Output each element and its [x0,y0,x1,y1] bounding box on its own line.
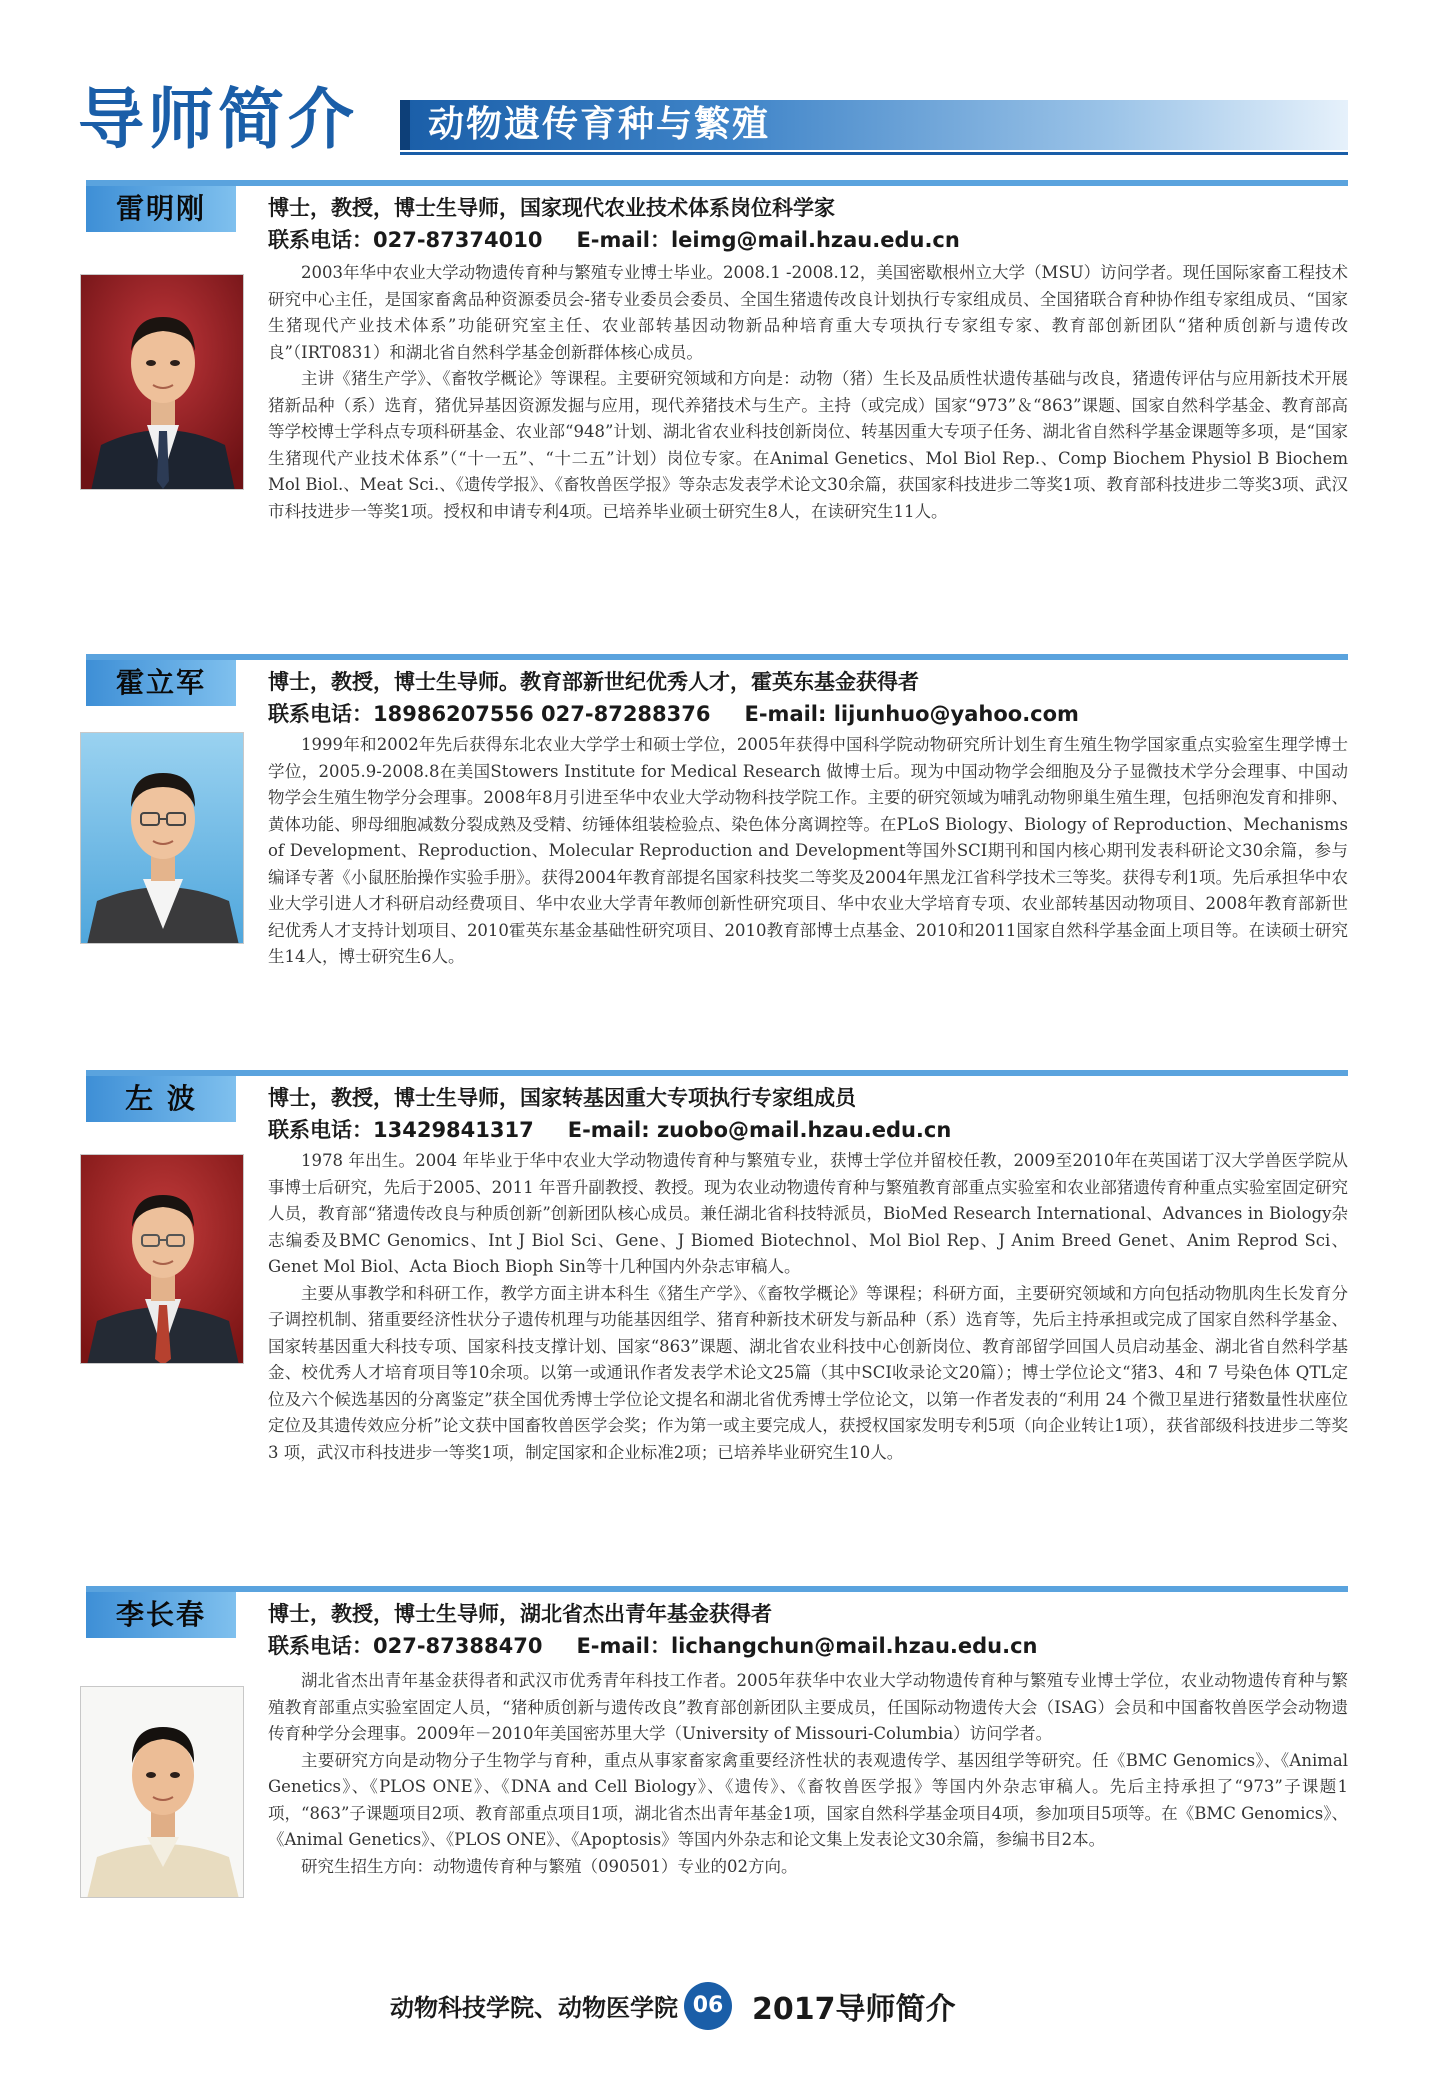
profile-title: 博士，教授，博士生导师，国家现代农业技术体系岗位科学家 [268,196,835,220]
profile-photo [80,1686,244,1898]
profile-bio [268,1668,1348,1880]
bio-paragraph: 1978 年出生。2004 年毕业于华中农业大学动物遗传育种与繁殖专业，获博士学位并留校任教，2009至2010年在英国诺丁汉大学兽医学院从事博士后研究，先后于2005、2011 年晋升副教授、教授。现为农业动物遗传育种与繁殖教育部重点实验室和农业部猪遗传育种重点实验室固定研究人员，教育部“猪遗传改良与种质创新”创新团队核心成员。兼任湖北省科技特派员，BioMed Research International、Advances in Biology杂志编委及BMC Genomics、Int J Biol Sci、Gene、J Biomed Biotechnol、Mol Biol Rep、J Anim Breed Genet、Anim Reprod Sci、Genet Mol Biol、Acta Bioch Bioph Sin等十几种国内外杂志审稿人。 [268,1151,1348,1276]
profile-photo [80,274,244,490]
profile-title: 博士，教授，博士生导师。教育部新世纪优秀人才，霍英东基金获得者 [268,670,919,694]
section-rule [86,654,1348,660]
profile-name: 左 波 [86,1076,236,1122]
profile-email[interactable]: E-mail：lichangchun@mail.hzau.edu.cn [576,1634,1038,1658]
section-rule [86,180,1348,186]
profile-name: 雷明刚 [86,186,236,232]
portrait-image [81,1155,244,1364]
section-rule [86,1070,1348,1076]
profile-bio [268,260,1348,525]
page-footer [0,1976,1440,2036]
profile-name: 李长春 [86,1592,236,1638]
profile-photo [80,732,244,944]
profile-email[interactable]: E-mail: zuobo@mail.hzau.edu.cn [567,1118,952,1142]
section-rule [86,1586,1348,1592]
portrait-image [81,733,244,944]
profile-bio [268,1148,1348,1466]
profile-title: 博士，教授，博士生导师，湖北省杰出青年基金获得者 [268,1602,772,1626]
footer-college: 动物科技学院、动物医学院 [390,1994,678,2022]
page-header [0,0,1440,160]
profile-title: 博士，教授，博士生导师，国家转基因重大专项执行专家组成员 [268,1086,856,1110]
page-number-badge: 06 [684,1982,732,2030]
profile-phone: 联系电话：027-87374010 [268,228,543,252]
bio-paragraph: 研究生招生方向：动物遗传育种与繁殖（090501）专业的02方向。 [301,1856,798,1876]
page-title: 导师简介 [78,81,358,158]
bio-paragraph: 湖北省杰出青年基金获得者和武汉市优秀青年科技工作者。2005年获华中农业大学动物遗传育种与繁殖专业博士学位，农业动物遗传育种与繁殖教育部重点实验室固定人员，“猪种质创新与遗传改良”教育部创新团队主要成员，任国际动物遗传大会（ISAG）会员和中国畜牧兽医学会动物遗传育种学分会理事。2009年－2010年美国密苏里大学（University of Missouri-Columbia）访问学者。 [268,1671,1348,1743]
profile-email[interactable]: E-mail: lijunhuo@yahoo.com [744,702,1079,726]
footer-publication: 2017导师简介 [752,1992,956,2027]
profile-email[interactable]: E-mail：leimg@mail.hzau.edu.cn [576,228,960,252]
bio-paragraph: 主要研究方向是动物分子生物学与育种，重点从事家畜家禽重要经济性状的表观遗传学、基因组学等研究。任《BMC Genomics》、《Animal Genetics》、《PLOS ONE》、《DNA and Cell Biology》、《遗传》、《畜牧兽医学报》等国内外杂志审稿人。先后主持承担了“973”子课题1项，“863”子课题项目2项、教育部重点项目1项，湖北省杰出青年基金1项，国家自然科学基金项目4项，参加项目5项等。在《BMC Genomics》、《Animal Genetics》、《PLOS ONE》、《Apoptosis》等国内外杂志和论文集上发表论文30余篇，参编书目2本。 [268,1750,1348,1849]
bio-paragraph: 主讲《猪生产学》、《畜牧学概论》等课程。主要研究领域和方向是：动物（猪）生长及品质性状遗传基础与改良，猪遗传评估与应用新技术开展猪新品种（系）选育，猪优异基因资源发掘与应用，现代养猪技术与生产。主持（或完成）国家“973”＆“863”课题、国家自然科学基金、教育部高等学校博士学科点专项科研基金、农业部“948”计划、湖北省农业科技创新岗位、转基因重大专项子任务、湖北省自然科学基金课题等多项，是“国家生猪现代产业技术体系”（“十一五”、“十二五”计划）岗位专家。在Animal Genetics、Mol Biol Rep.、Comp Biochem Physiol B Biochem Mol Biol.、Meat Sci.、《遗传学报》、《畜牧兽医学报》等杂志发表学术论文30余篇，获国家科技进步二等奖1项、教育部科技进步二等奖3项、武汉市科技进步一等奖1项。授权和申请专利4项。已培养毕业硕士研究生8人，在读研究生11人。 [268,369,1348,521]
profile-bio [268,732,1348,971]
profile-photo [80,1154,244,1364]
profile-contact [268,1114,951,1144]
portrait-image [81,275,244,490]
bio-paragraph: 主要从事教学和科研工作，教学方面主讲本科生《猪生产学》、《畜牧学概论》等课程；科研方面，主要研究领域和方向包括动物肌肉生长发育分子调控机制、猪重要经济性状分子遗传机理与功能基因组学、猪育种新技术研发与新品种（系）选育等，先后主持承担或完成了国家自然科学基金、国家转基因重大科技专项、国家科技支撑计划、国家“863”课题、湖北省农业科技中心创新岗位、教育部留学回国人员启动基金、湖北省自然科学基金、校优秀人才培育项目等10余项。以第一或通讯作者发表学术论文25篇（其中SCI收录论文20篇）；博士学位论文“猪3、4和 7 号染色体 QTL定位及六个候选基因的分离鉴定”获全国优秀博士学位论文提名和湖北省优秀博士学位论文，以第一作者发表的“利用 24 个微卫星进行猪数量性状座位定位及其遗传效应分析”论文获中国畜牧兽医学会奖；作为第一或主要完成人，获授权国家发明专利5项（向企业转让1项），获省部级科技进步二等奖 3 项，武汉市科技进步一等奖1项，制定国家和企业标准2项；已培养毕业研究生10人。 [268,1283,1348,1462]
profile-contact [268,1630,1038,1660]
header-underline [400,152,1348,155]
profile-phone: 联系电话：13429841317 [268,1118,534,1142]
profile-contact [268,698,1079,728]
profile-name: 霍立军 [86,660,236,706]
profile-phone: 联系电话：027-87388470 [268,1634,543,1658]
page-subtitle: 动物遗传育种与繁殖 [428,104,771,145]
portrait-image [81,1687,244,1898]
bio-paragraph: 1999年和2002年先后获得东北农业大学学士和硕士学位，2005年获得中国科学院动物研究所计划生育生殖生物学国家重点实验室生理学博士学位，2005.9-2008.8在美国Stowers Institute for Medical Research 做博士后。现为中国动物学会细胞及分子显微技术学分会理事、中国动物学会生殖生物学分会理事。2008年8月引进至华中农业大学动物科技学院工作。主要的研究领域为哺乳动物卵巢生殖生理，包括卵泡发育和排卵、黄体功能、卵母细胞减数分裂成熟及受精、纺锤体组装检验点、染色体分离调控等。在PLoS Biology、Biology of Reproduction、Mechanisms of Development、Reproduction、Molecular Reproduction and Development等国外SCI期刊和国内核心期刊发表科研论文30余篇，参与编译专著《小鼠胚胎操作实验手册》。获得2004年教育部提名国家科技奖二等奖及2004年黑龙江省科学技术三等奖。获得专利1项。先后承担华中农业大学引进人才科研启动经费项目、华中农业大学青年教师创新性研究项目、华中农业大学培育专项、农业部转基因动物项目、2008年教育部新世纪优秀人才支持计划项目、2010霍英东基金基础性研究项目、2010教育部博士点基金、2010和2011国家自然科学基金面上项目等。在读硕士研究生14人，博士研究生6人。 [268,735,1348,966]
profile-contact [268,224,960,254]
bio-paragraph: 2003年华中农业大学动物遗传育种与繁殖专业博士毕业。2008.1 -2008.12，美国密歇根州立大学（MSU）访问学者。现任国际家畜工程技术研究中心主任，是国家畜禽品种资源委员会-猪专业委员会委员、全国生猪遗传改良计划执行专家组成员、全国猪联合育种协作组专家组成员、“国家生猪现代产业技术体系”功能研究室主任、农业部转基因动物新品种培育重大专项执行专家组专家、教育部创新团队“猪种质创新与遗传改良”（IRT0831）和湖北省自然科学基金创新群体核心成员。 [268,263,1348,362]
profile-phone: 联系电话：18986207556 027-87288376 [268,702,711,726]
subtitle-band-accent [400,100,410,150]
